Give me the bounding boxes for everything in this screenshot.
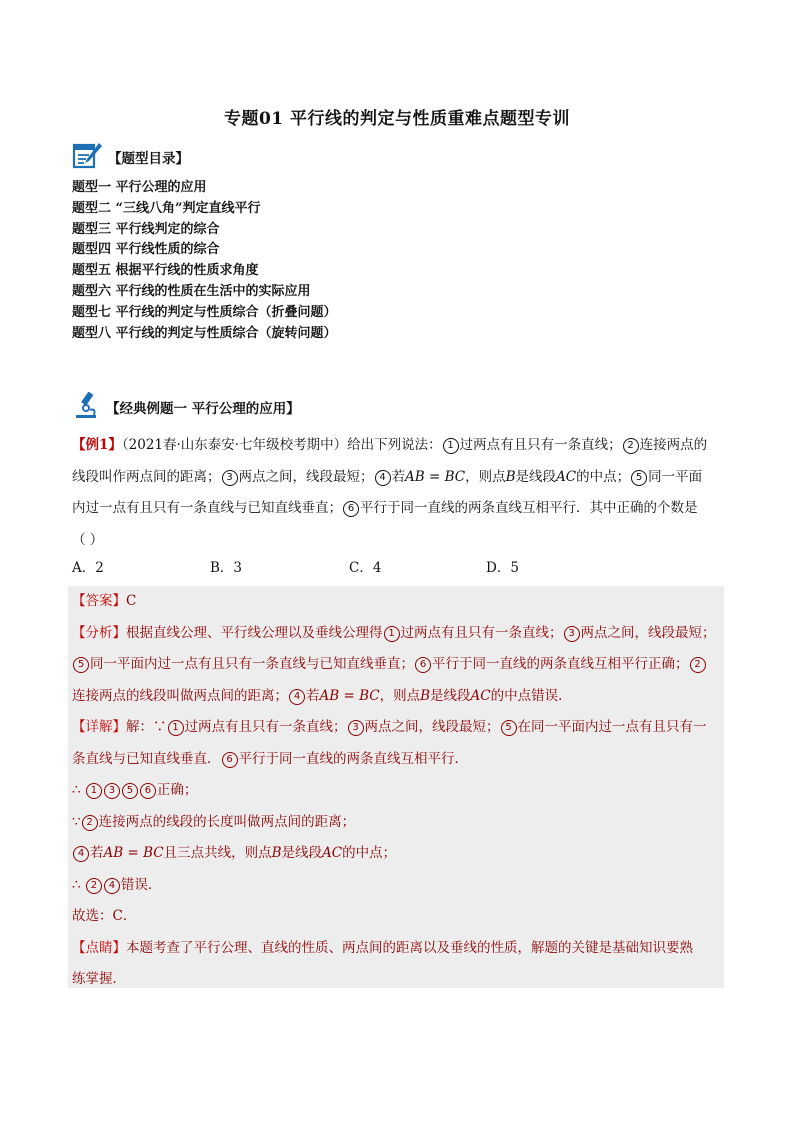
detail-line-2 — [72, 744, 716, 776]
detail-text: 是线段 — [281, 845, 323, 861]
detail-text: 解：∵ — [126, 719, 167, 735]
math-var: BC — [359, 687, 380, 704]
detail-text: 的中点； — [342, 845, 397, 861]
comment-line-1 — [72, 933, 716, 965]
analysis-line-2 — [72, 649, 716, 681]
circled-number: 1 — [443, 438, 459, 454]
statement-text: 平行于同一直线的两条直线互相平行．其中正确的个数是 — [360, 500, 698, 516]
circled-number: 5 — [631, 470, 647, 486]
math-var: B — [271, 845, 282, 861]
detail-text: 条直线与已知直线垂直． — [72, 750, 221, 767]
comment-text: 本题考查了平行公理、直线的性质、两点间的距离以及垂线的性质，解题的关键是基础知识要熟 — [126, 939, 693, 956]
detail-text: 连接两点的线段的长度叫做两点间的距离； — [98, 813, 356, 830]
statement-text: 两点之间，线段最短； — [238, 468, 374, 485]
example-tag: 【例1】 — [72, 437, 122, 453]
circled-number: 6 — [140, 783, 156, 799]
math-var: AC — [556, 468, 577, 485]
circled-number: 5 — [501, 720, 517, 736]
comment-line-2: 练掌握． — [72, 971, 126, 987]
analysis-text: 的中点错误． — [490, 687, 572, 704]
detail-text: 两点之间，线段最短； — [364, 719, 500, 735]
detail-line-3 — [72, 775, 716, 807]
detail-text: ∵ — [72, 813, 81, 830]
answer-line — [72, 586, 716, 618]
analysis-text: 平行于同一直线的两条直线互相平行正确； — [432, 656, 689, 672]
toc-item[interactable]: 题型八 平行线的判定与性质综合（旋转问题） — [72, 325, 337, 341]
detail-text: 且三点共线，则点 — [163, 845, 272, 861]
detail-text: ∴ — [72, 782, 85, 798]
circled-number: 1 — [168, 720, 184, 736]
circled-number: 5 — [73, 657, 89, 673]
toc-list — [72, 178, 337, 344]
circled-number: 1 — [86, 783, 102, 799]
statement-text: 过两点有且只有一条直线； — [459, 437, 622, 453]
analysis-text: ，则点 — [379, 687, 421, 704]
answer-options — [72, 556, 724, 582]
question-line-2 — [72, 462, 724, 494]
analysis-line-1 — [72, 618, 716, 650]
circled-number: 2 — [82, 815, 98, 831]
document-edit-icon — [72, 140, 104, 174]
statement-text: 线段叫作两点间的距离； — [72, 468, 221, 485]
math-var: AB — [405, 468, 425, 485]
comment-label: 【点睛】 — [72, 939, 126, 956]
math-var: AB — [319, 687, 340, 704]
answer-label: 【答案】 — [72, 593, 126, 609]
circled-number: 6 — [415, 657, 431, 673]
option-d[interactable]: D．5 — [486, 560, 519, 576]
section-heading — [72, 392, 300, 422]
detail-line-7: 故选：C． — [72, 908, 137, 924]
circled-number: 3 — [104, 783, 120, 799]
example-question — [72, 430, 724, 556]
question-line-4: （ ） — [72, 531, 104, 548]
analysis-text: 根据直线公理、平行线公理以及垂线公理得 — [126, 624, 383, 641]
circled-number: 6 — [343, 501, 359, 517]
option-b[interactable]: B．3 — [210, 560, 243, 576]
math-var: BC — [143, 845, 164, 861]
math-op: = — [123, 845, 144, 861]
section-heading-label: 【经典例题一 平行公理的应用】 — [106, 401, 300, 417]
detail-line-1 — [72, 712, 716, 744]
statement-text: 同一平面 — [648, 468, 703, 485]
analysis-text: 若 — [306, 687, 320, 704]
question-source: （2021春·山东泰安·七年级校考期中）给出下列说法： — [121, 437, 442, 453]
analysis-label: 【分析】 — [72, 624, 126, 641]
answer-value: C — [126, 593, 137, 609]
math-var: AC — [322, 845, 343, 861]
microscope-icon — [72, 390, 102, 424]
circled-number: 3 — [222, 470, 238, 486]
circled-number: 3 — [564, 626, 580, 642]
circled-number: 2 — [86, 878, 102, 894]
detail-text: 正确； — [156, 782, 198, 798]
math-var: B — [505, 468, 516, 485]
statement-text: 是线段 — [515, 468, 557, 485]
detail-text: 在同一平面内过一点有且只有一 — [517, 719, 707, 735]
toc-item[interactable]: 题型七 平行线的判定与性质综合（折叠问题） — [72, 304, 337, 320]
circled-number: 6 — [222, 752, 238, 768]
analysis-text: 同一平面内过一点有且只有一条直线与已知直线垂直； — [90, 656, 414, 672]
toc-heading-label: 【题型目录】 — [108, 151, 189, 167]
math-var: AC — [470, 687, 491, 704]
detail-line-5 — [72, 838, 716, 870]
statement-text: 内过一点有且只有一条直线与已知直线垂直； — [72, 500, 342, 516]
statement-text: 若 — [391, 468, 405, 485]
statement-text: ，则点 — [465, 468, 506, 485]
option-a[interactable]: A．2 — [72, 560, 104, 576]
analysis-text: 连接两点的线段叫做两点间的距离； — [72, 687, 288, 704]
detail-text: ∴ — [72, 876, 85, 893]
analysis-text: 过两点有且只有一条直线； — [400, 624, 563, 641]
circled-number: 4 — [73, 846, 89, 862]
toc-item[interactable]: 题型五 根据平行线的性质求角度 — [72, 263, 259, 279]
toc-item[interactable]: 题型二 “三线八角”判定直线平行 — [72, 200, 261, 216]
math-op: = — [424, 468, 445, 485]
toc-item[interactable]: 题型四 平行线性质的综合 — [72, 242, 220, 258]
toc-heading — [72, 142, 189, 172]
math-var: B — [420, 687, 431, 704]
detail-line-4 — [72, 807, 716, 839]
option-c[interactable]: C．4 — [349, 560, 382, 576]
statement-text: 连接两点的 — [639, 437, 708, 453]
statement-text: 的中点； — [576, 468, 631, 485]
toc-item[interactable]: 题型一 平行公理的应用 — [72, 180, 207, 195]
detail-text: 错误． — [120, 876, 162, 893]
detail-text: 过两点有且只有一条直线； — [184, 719, 347, 735]
circled-number: 4 — [375, 470, 391, 486]
analysis-text: 是线段 — [430, 687, 471, 704]
detail-text: 若 — [90, 845, 104, 861]
question-line-1 — [72, 430, 724, 462]
circled-number: 5 — [122, 783, 138, 799]
question-line-3 — [72, 493, 724, 525]
detail-label: 【详解】 — [72, 719, 126, 735]
detail-line-6 — [72, 870, 716, 902]
detail-text: 平行于同一直线的两条直线互相平行． — [238, 750, 468, 767]
page-title: 专题01 平行线的判定与性质重难点题型专训 — [223, 109, 571, 129]
circled-number: 1 — [384, 626, 400, 642]
circled-number: 4 — [104, 878, 120, 894]
toc-item[interactable]: 题型六 平行线的性质在生活中的实际应用 — [72, 283, 311, 299]
answer-box — [68, 586, 724, 988]
circled-number: 2 — [690, 657, 706, 673]
circled-number: 2 — [623, 438, 639, 454]
circled-number: 4 — [289, 689, 305, 705]
math-var: AB — [103, 845, 124, 861]
toc-item[interactable]: 题型三 平行线判定的综合 — [72, 221, 220, 237]
analysis-line-3 — [72, 681, 716, 713]
analysis-text: 两点之间，线段最短； — [580, 624, 716, 641]
circled-number: 3 — [348, 720, 364, 736]
math-op: = — [339, 687, 360, 704]
math-var: BC — [444, 468, 466, 485]
